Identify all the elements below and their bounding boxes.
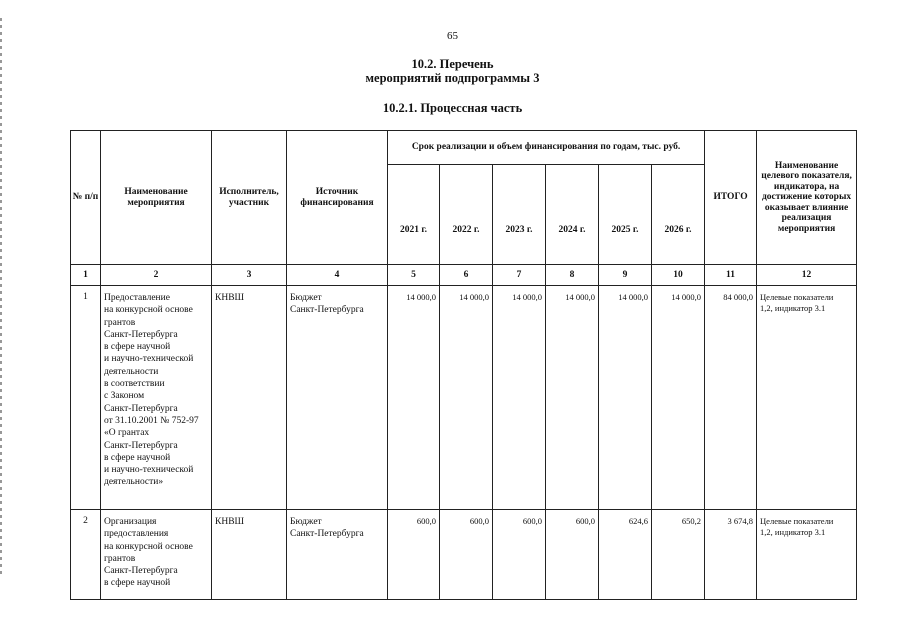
header-year — [440, 165, 493, 265]
executor: КНВШ — [212, 286, 287, 510]
year-value: 14 000,0 — [652, 286, 705, 510]
header-year-label: 2025 г. — [611, 225, 639, 236]
column-number: 10 — [652, 265, 705, 286]
header-year — [388, 165, 440, 265]
header-year-label: 2024 г. — [558, 225, 586, 236]
header-num: № п/п — [71, 131, 101, 265]
header-period: Срок реализации и объем финансирования по годам, тыс. руб. — [388, 131, 705, 165]
header-year-label: 2026 г. — [664, 225, 692, 236]
activity-name: Организация предоставления на конкурсной основе грантов Санкт-Петербурга в сфере научной — [101, 510, 212, 600]
year-value: 14 000,0 — [440, 286, 493, 510]
header-source: Источник финансирования — [287, 131, 388, 265]
column-number: 9 — [599, 265, 652, 286]
year-value: 650,2 — [652, 510, 705, 600]
column-number: 1 — [71, 265, 101, 286]
column-number: 7 — [493, 265, 546, 286]
activities-table — [70, 130, 857, 600]
document-title: 10.2. Перечень — [411, 57, 494, 71]
column-number: 8 — [546, 265, 599, 286]
header-total: ИТОГО — [705, 131, 757, 265]
column-number: 2 — [101, 265, 212, 286]
year-value: 14 000,0 — [493, 286, 546, 510]
year-value: 600,0 — [546, 510, 599, 600]
column-number: 6 — [440, 265, 493, 286]
column-number: 11 — [705, 265, 757, 286]
year-value: 600,0 — [440, 510, 493, 600]
header-year — [599, 165, 652, 265]
header-indicator: Наименование целевого показателя, индикатора, на достижение которых оказывает влияние реализация мероприятия — [757, 131, 857, 265]
year-value: 600,0 — [493, 510, 546, 600]
row-number: 2 — [71, 510, 101, 600]
funding-source: Бюджет Санкт-Петербурга — [287, 286, 388, 510]
activity-name: Предоставление на конкурсной основе грантов Санкт-Петербурга в сфере научной и научно-технической деятельности в соответствии с Законом Санкт-Петербурга от 31.10.2001 № 752-97 «О грантах Санкт-Петербурга в сфере научной и научно-технической деятельности» — [101, 286, 212, 510]
year-value: 624,6 — [599, 510, 652, 600]
header-year — [652, 165, 705, 265]
row-number: 1 — [71, 286, 101, 510]
indicator: Целевые показатели 1,2, индикатор 3.1 — [757, 286, 857, 510]
header-year — [546, 165, 599, 265]
year-value: 600,0 — [388, 510, 440, 600]
total-value: 84 000,0 — [705, 286, 757, 510]
table-row — [71, 286, 857, 510]
table-row — [71, 510, 857, 600]
document-title-line2: мероприятий подпрограммы 3 — [365, 71, 540, 85]
section-subtitle: 10.2.1. Процессная часть — [382, 101, 523, 115]
header-year-label: 2022 г. — [452, 225, 480, 236]
executor: КНВШ — [212, 510, 287, 600]
column-number-row — [71, 265, 857, 286]
indicator: Целевые показатели 1,2, индикатор 3.1 — [757, 510, 857, 600]
column-number: 12 — [757, 265, 857, 286]
header-year — [493, 165, 546, 265]
header-name: Наименование мероприятия — [101, 131, 212, 265]
funding-source: Бюджет Санкт-Петербурга — [287, 510, 388, 600]
year-value: 14 000,0 — [388, 286, 440, 510]
page-number: 65 — [447, 30, 458, 42]
column-number: 5 — [388, 265, 440, 286]
header-year-label: 2021 г. — [400, 225, 427, 236]
header-year-label: 2023 г. — [505, 225, 533, 236]
column-number: 4 — [287, 265, 388, 286]
year-value: 14 000,0 — [546, 286, 599, 510]
column-number: 3 — [212, 265, 287, 286]
header-executor: Исполнитель, участник — [212, 131, 287, 265]
year-value: 14 000,0 — [599, 286, 652, 510]
total-value: 3 674,8 — [705, 510, 757, 600]
